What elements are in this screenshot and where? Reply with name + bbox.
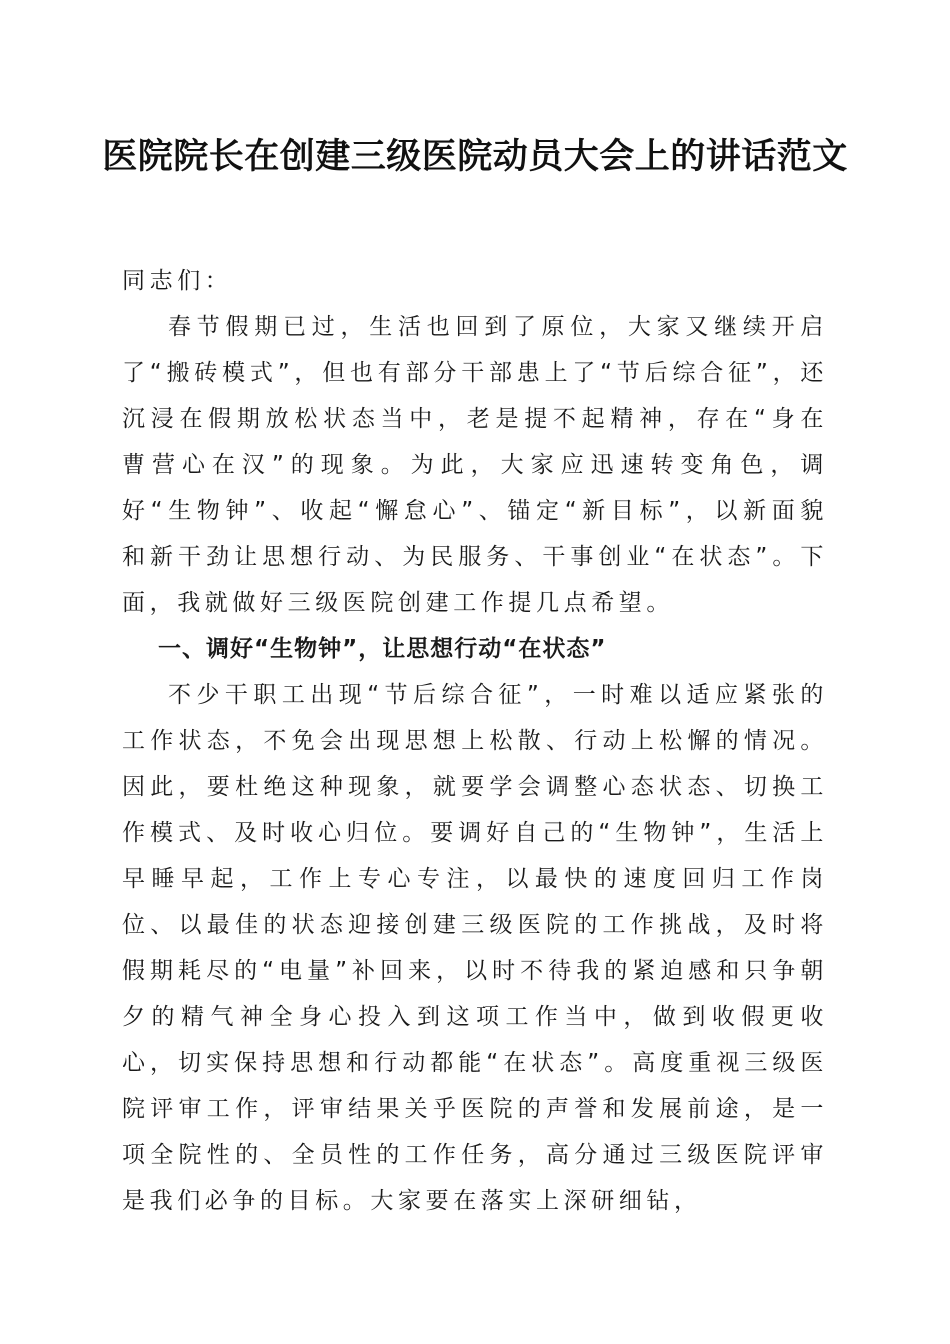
document-body — [122, 258, 828, 1224]
section-heading-1: 一、调好“生物钟”，让思想行动“在状态” — [158, 636, 607, 662]
document-title: 医院院长在创建三级医院动员大会上的讲话范文 — [102, 136, 848, 177]
salutation: 同志们： — [122, 268, 233, 294]
section-1-paragraph: 不少干职工出现“节后综合征”，一时难以适应紧张的工作状态，不免会出现思想上松散、行动上松懈的情况。因此，要杜绝这种现象，就要学会调整心态状态、切换工作模式、及时收心归位。要调好自己的“生物钟”，生活上早睡早起，工作上专心专注，以最快的速度回归工作岗位、以最佳的状态迎接创建三级医院的工作挑战，及时将假期耗尽的“电量”补回来，以时不待我的紧迫感和只争朝夕的精气神全身心投入到这项工作当中，做到收假更收心，切实保持思想和行动都能“在状态”。高度重视三级医院评审工作，评审结果关乎医院的声誉和发展前途，是一项全院性的、全员性的工作任务，高分通过三级医院评审是我们必争的目标。大家要在落实上深研细钻， — [122, 682, 828, 1214]
intro-paragraph: 春节假期已过，生活也回到了原位，大家又继续开启了“搬砖模式”，但也有部分干部患上了“节后综合征”，还沉浸在假期放松状态当中，老是提不起精神，存在“身在曹营心在汉”的现象。为此，大家应迅速转变角色，调好“生物钟”、收起“懈怠心”、锚定“新目标”，以新面貌和新干劲让思想行动、为民服务、干事创业“在状态”。下面，我就做好三级医院创建工作提几点希望。 — [122, 314, 828, 616]
